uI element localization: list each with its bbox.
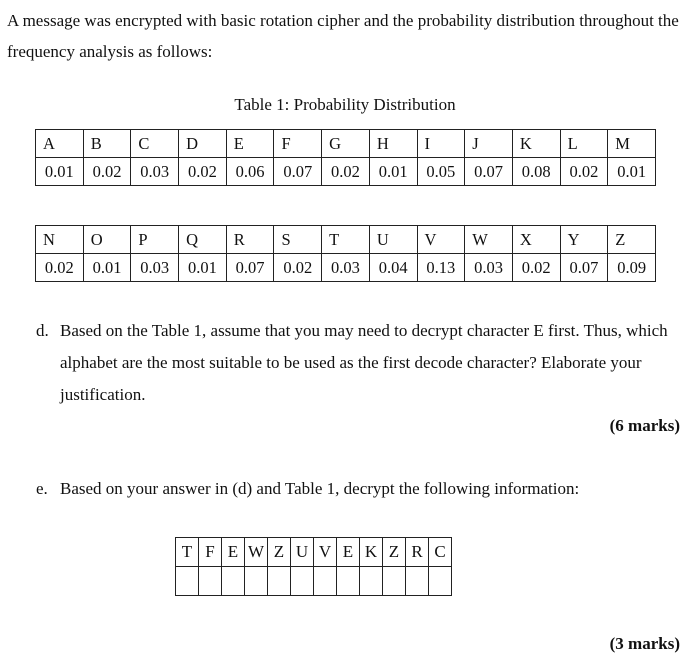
question-d-label: d. xyxy=(36,321,49,340)
answer-cell[interactable] xyxy=(429,567,452,596)
letter-cell: D xyxy=(179,130,227,158)
answer-cell[interactable] xyxy=(291,567,314,596)
probability-table-n-to-z xyxy=(35,225,656,282)
probability-cell: 0.03 xyxy=(322,254,370,282)
letter-cell: U xyxy=(369,226,417,254)
probability-cell: 0.07 xyxy=(226,254,274,282)
cipher-cell: T xyxy=(176,538,199,567)
probability-cell: 0.13 xyxy=(417,254,465,282)
probability-cell: 0.05 xyxy=(417,158,465,186)
cipher-cell: U xyxy=(291,538,314,567)
question-e-label: e. xyxy=(36,479,48,498)
table-caption: Table 1: Probability Distribution xyxy=(234,95,456,114)
probability-cell: 0.07 xyxy=(560,254,608,282)
probability-cell: 0.04 xyxy=(369,254,417,282)
letter-cell: Q xyxy=(179,226,227,254)
letter-cell: R xyxy=(226,226,274,254)
intro-text: A message was encrypted with basic rotation cipher and the probability distribution throughout the frequency analysis as follows: xyxy=(7,11,679,61)
question-e-marks: (3 marks) xyxy=(609,634,680,653)
letter-cell: L xyxy=(560,130,608,158)
probability-cell: 0.06 xyxy=(226,158,274,186)
cipher-cell: E xyxy=(222,538,245,567)
probability-cell: 0.08 xyxy=(512,158,560,186)
letter-cell: Z xyxy=(608,226,656,254)
answer-cell[interactable] xyxy=(314,567,337,596)
answer-cell[interactable] xyxy=(337,567,360,596)
letter-cell: O xyxy=(83,226,131,254)
probability-cell: 0.02 xyxy=(512,254,560,282)
cipher-cell: V xyxy=(314,538,337,567)
cipher-cell: E xyxy=(337,538,360,567)
letter-cell: C xyxy=(131,130,179,158)
letter-cell: N xyxy=(36,226,84,254)
cipher-cell: W xyxy=(245,538,268,567)
cipher-cell: Z xyxy=(268,538,291,567)
answer-cell[interactable] xyxy=(268,567,291,596)
probability-cell: 0.02 xyxy=(560,158,608,186)
answer-cell[interactable] xyxy=(199,567,222,596)
letter-cell: F xyxy=(274,130,322,158)
letter-row xyxy=(36,130,656,158)
answer-cell[interactable] xyxy=(383,567,406,596)
letter-cell: A xyxy=(36,130,84,158)
letter-cell: I xyxy=(417,130,465,158)
letter-cell: M xyxy=(608,130,656,158)
letter-cell: P xyxy=(131,226,179,254)
letter-cell: K xyxy=(512,130,560,158)
probability-cell: 0.03 xyxy=(131,254,179,282)
probability-cell: 0.01 xyxy=(83,254,131,282)
cipher-cell: K xyxy=(360,538,383,567)
answer-cell[interactable] xyxy=(360,567,383,596)
letter-cell: W xyxy=(465,226,513,254)
probability-cell: 0.03 xyxy=(131,158,179,186)
probability-cell: 0.02 xyxy=(36,254,84,282)
letter-cell: H xyxy=(369,130,417,158)
question-d-marks: (6 marks) xyxy=(609,416,680,435)
letter-cell: Y xyxy=(560,226,608,254)
answer-cell[interactable] xyxy=(222,567,245,596)
letter-cell: J xyxy=(465,130,513,158)
letter-cell: E xyxy=(226,130,274,158)
probability-cell: 0.01 xyxy=(36,158,84,186)
probability-cell: 0.01 xyxy=(369,158,417,186)
cipher-cell: C xyxy=(429,538,452,567)
letter-row xyxy=(36,226,656,254)
probability-cell: 0.07 xyxy=(465,158,513,186)
letter-cell: V xyxy=(417,226,465,254)
question-e-text: Based on your answer in (d) and Table 1, decrypt the following information: xyxy=(60,479,580,498)
cipher-cell: Z xyxy=(383,538,406,567)
answer-row xyxy=(176,567,452,596)
probability-cell: 0.03 xyxy=(465,254,513,282)
probability-table-a-to-m xyxy=(35,129,656,186)
answer-cell[interactable] xyxy=(406,567,429,596)
probability-cell: 0.07 xyxy=(274,158,322,186)
probability-cell: 0.01 xyxy=(179,254,227,282)
ciphertext-row xyxy=(176,538,452,567)
question-d-text: Based on the Table 1, assume that you may need to decrypt character E first. Thus, which alphabet are the most suitable to be used as the first decode character? Elaborate your justification. xyxy=(60,321,668,404)
probability-cell: 0.02 xyxy=(322,158,370,186)
probability-row xyxy=(36,254,656,282)
cipher-cell: R xyxy=(406,538,429,567)
letter-cell: X xyxy=(512,226,560,254)
probability-cell: 0.09 xyxy=(608,254,656,282)
probability-cell: 0.02 xyxy=(179,158,227,186)
letter-cell: G xyxy=(322,130,370,158)
answer-cell[interactable] xyxy=(245,567,268,596)
letter-cell: T xyxy=(322,226,370,254)
letter-cell: S xyxy=(274,226,322,254)
probability-cell: 0.02 xyxy=(83,158,131,186)
cipher-cell: F xyxy=(199,538,222,567)
letter-cell: B xyxy=(83,130,131,158)
answer-cell[interactable] xyxy=(176,567,199,596)
ciphertext-table xyxy=(175,537,452,596)
probability-cell: 0.02 xyxy=(274,254,322,282)
probability-row xyxy=(36,158,656,186)
probability-cell: 0.01 xyxy=(608,158,656,186)
